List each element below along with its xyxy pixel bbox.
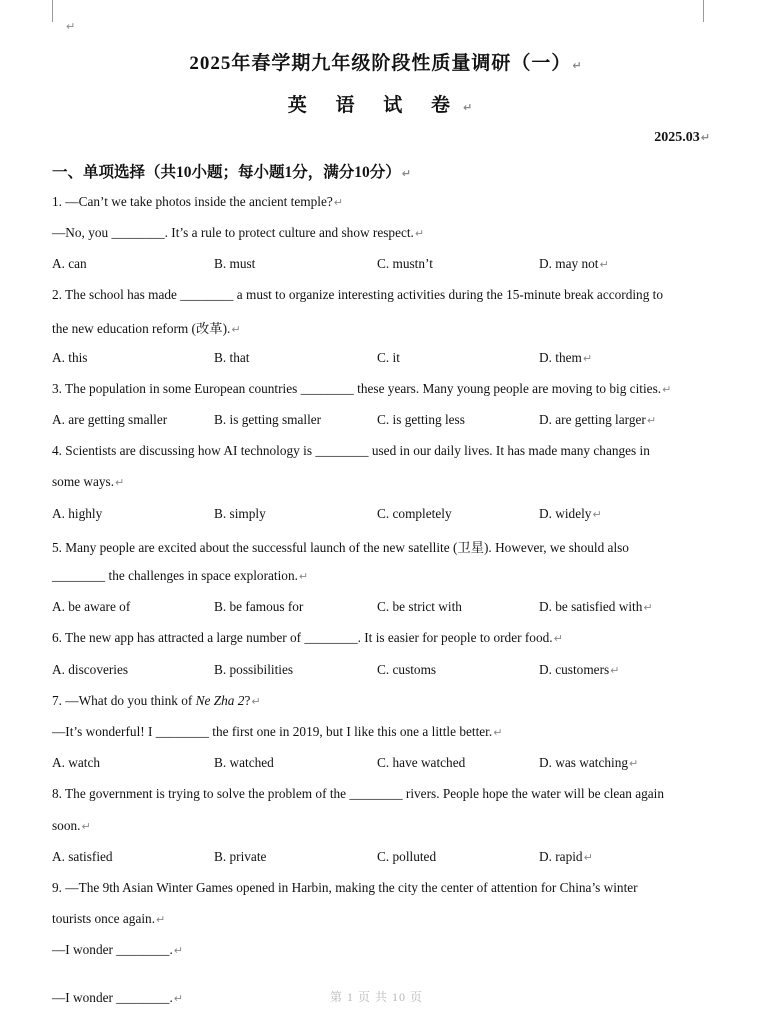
option-c: C. is getting less <box>377 412 465 427</box>
exam-date: 2025.03↵ <box>654 130 710 145</box>
question-2-stem-cont: the new education reform (改革).↵ <box>52 321 241 336</box>
option-d: D. widely↵ <box>539 506 602 521</box>
option-a: A. highly <box>52 506 103 521</box>
option-b: B. that <box>214 350 250 365</box>
option-b: B. is getting smaller <box>214 412 322 427</box>
question-5-options <box>52 599 712 619</box>
option-d: D. them↵ <box>539 350 593 365</box>
option-c: C. it <box>377 350 400 365</box>
paragraph-mark: ↵ <box>66 20 76 33</box>
option-c: C. customs <box>377 662 437 677</box>
option-d: D. was watching↵ <box>539 755 639 770</box>
option-b: B. private <box>214 849 267 864</box>
option-c: C. polluted <box>377 849 437 864</box>
question-9-stem: 9. —The 9th Asian Winter Games opened in Harbin, making the city the center of attention for China’s winter <box>52 880 638 895</box>
option-b: B. must <box>214 256 256 271</box>
question-8-options <box>52 849 712 869</box>
option-b: B. simply <box>214 506 266 521</box>
page-footer: 第 1 页 共 10 页 <box>330 990 424 1004</box>
question-5-stem: 5. Many people are excited about the successful launch of the new satellite (卫星). However, we should also <box>52 540 629 555</box>
question-6-stem: 6. The new app has attracted a large number of ________. It is easier for people to order food.↵ <box>52 630 563 645</box>
question-2-stem: 2. The school has made ________ a must to organize interesting activities during the 15-minute break according to <box>52 287 664 302</box>
question-9-reply-repeat: —I wonder ________.↵ <box>52 990 183 1005</box>
question-7-reply: —It’s wonderful! I ________ the first one in 2019, but I like this one a little better.↵ <box>52 724 503 739</box>
option-a: A. watch <box>52 755 100 770</box>
option-c: C. have watched <box>377 755 466 770</box>
question-3-options <box>52 412 712 432</box>
question-4-stem-cont: some ways.↵ <box>52 474 125 489</box>
option-b: B. watched <box>214 755 274 770</box>
option-d: D. are getting larger↵ <box>539 412 657 427</box>
option-c: C. completely <box>377 506 452 521</box>
exam-subtitle: 英 语 试 卷↵ <box>287 95 485 116</box>
question-4-stem: 4. Scientists are discussing how AI technology is ________ used in our daily lives. It has made many changes in <box>52 443 650 458</box>
question-8-stem: 8. The government is trying to solve the problem of the ________ rivers. People hope the water will be clean again <box>52 786 664 801</box>
crop-mark-right <box>703 0 704 22</box>
question-5-stem-cont: ________ the challenges in space exploration.↵ <box>52 568 309 583</box>
question-9-stem-cont: tourists once again.↵ <box>52 911 166 926</box>
movie-title: Ne Zha 2 <box>195 693 245 708</box>
option-a: A. can <box>52 256 87 271</box>
question-8-stem-cont: soon.↵ <box>52 818 91 833</box>
question-1-stem: 1. —Can’t we take photos inside the ancient temple?↵ <box>52 194 343 209</box>
option-a: A. be aware of <box>52 599 131 614</box>
option-a: A. discoveries <box>52 662 129 677</box>
option-d: D. rapid↵ <box>539 849 593 864</box>
option-a: A. satisfied <box>52 849 113 864</box>
option-a: A. this <box>52 350 88 365</box>
question-7-stem: 7. —What do you think of Ne Zha 2?↵ <box>52 693 261 708</box>
question-4-options <box>52 506 712 526</box>
question-1-reply: —No, you ________. It’s a rule to protect culture and show respect.↵ <box>52 225 425 240</box>
question-7-options <box>52 755 712 775</box>
question-6-options <box>52 662 712 682</box>
question-2-options <box>52 350 712 370</box>
question-3-stem: 3. The population in some European countries ________ these years. Many young people are moving to big cities.↵ <box>52 381 672 396</box>
option-c: C. mustn’t <box>377 256 433 271</box>
section-title: 一、单项选择（共10小题；每小题1分，满分10分）↵ <box>52 164 411 181</box>
option-c: C. be strict with <box>377 599 462 614</box>
option-b: B. possibilities <box>214 662 294 677</box>
option-d: D. customers↵ <box>539 662 620 677</box>
option-d: D. be satisfied with↵ <box>539 599 653 614</box>
question-9-reply: —I wonder ________.↵ <box>52 942 183 957</box>
option-b: B. be famous for <box>214 599 304 614</box>
question-1-options <box>52 256 712 276</box>
crop-mark-left <box>52 0 53 22</box>
option-a: A. are getting smaller <box>52 412 168 427</box>
exam-title: 2025年春学期九年级阶段性质量调研（一）↵ <box>189 53 583 74</box>
option-d: D. may not↵ <box>539 256 609 271</box>
